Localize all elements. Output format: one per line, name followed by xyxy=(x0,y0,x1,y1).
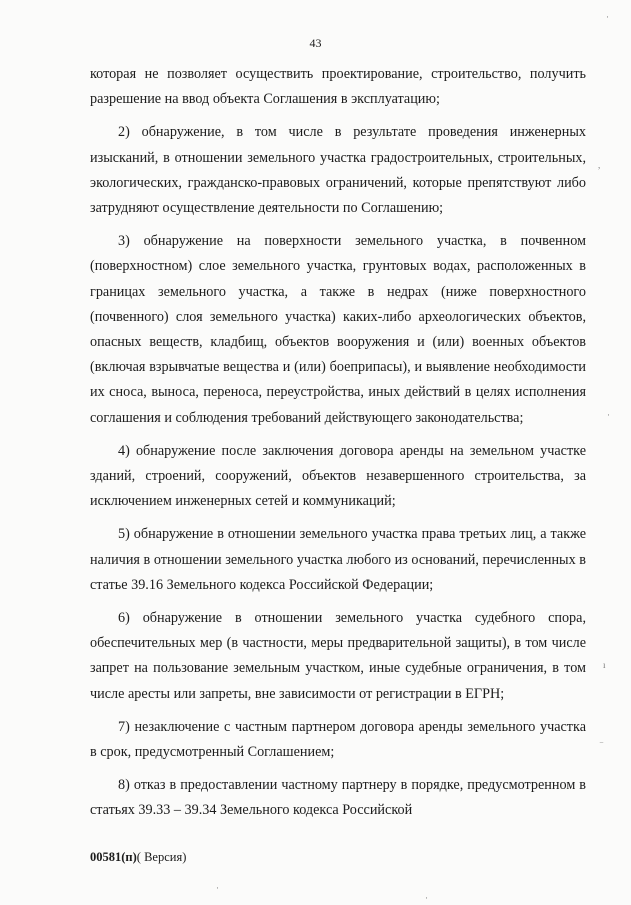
paragraph-item-5: 5) обнаружение в отношении земельного участка права третьих лиц, а также наличия в отношении земельного участка любого из оснований, перечисленных в статье 39.16 Земельного кодекса Российской Федерации; xyxy=(90,526,586,593)
paragraph-item-4: 4) обнаружение после заключения договора аренды на земельном участке зданий, строений, сооружений, объектов незавершенного строительства, за исключением инженерных сетей и коммуникаций; xyxy=(90,442,586,510)
scan-speck: · xyxy=(607,410,610,420)
paragraph-item-2: 2) обнаружение, в том числе в результате проведения инженерных изысканий, в отношении земельного участка градостроительных, строительных, экологических, гражданско-правовых ограничений, которые препятствуют либо затрудняют осуществление деятельности по Соглашению; xyxy=(90,124,586,217)
scan-speck: , xyxy=(598,160,601,170)
scan-speck: · xyxy=(216,883,219,893)
scan-speck: ı xyxy=(603,660,606,670)
paragraph-continuation: которая не позволяет осуществить проектирование, строительство, получить разрешение на ввод объекта Соглашения в эксплуатацию; xyxy=(90,66,586,108)
paragraph-item-6: 6) обнаружение в отношении земельного участка судебного спора, обеспечительных мер (в частности, меры предварительной защиты), в том числе запрет на пользование земельным участком, иные судебные ограничения, в том числе аресты или запреты, вне зависимости от регистрации в ЕГРН; xyxy=(90,610,586,702)
scan-speck: · xyxy=(425,893,428,903)
scan-speck: ‾ xyxy=(600,742,603,752)
paragraph-item-7: 7) незаключение с частным партнером договора аренды земельного участка в срок, предусмотренный Соглашением; xyxy=(90,718,586,761)
scan-speck: · xyxy=(606,12,609,22)
paragraph-item-3: 3) обнаружение на поверхности земельного участка, в почвенном (поверхностном) слое земельного участка, грунтовых водах, расположенных в границах земельного участка, а также в недрах (ниже поверхностного (почвенного) слоя земельного участка) каких-либо археологических объектов, опасных веществ, кладбищ, объектов вооружения и (или) военных объектов (включая взрывчатые вещества и (или) боеприпасы), и выявление необходимости их сноса, выноса, переноса, переустройства, иных действий в целях исполнения соглашения и соблюдения требований действующего законодательства; xyxy=(90,233,586,426)
document-footer xyxy=(90,850,186,865)
page-number: 43 xyxy=(309,36,322,50)
document-code: 00581(п) xyxy=(90,850,137,864)
document-body xyxy=(90,62,586,824)
document-version: ( Версия) xyxy=(136,850,187,864)
paragraph-item-8: 8) отказ в предоставлении частному партнеру в порядке, предусмотренном в статьях 39.33 – 39.34 Земельного кодекса Российской xyxy=(90,777,586,819)
